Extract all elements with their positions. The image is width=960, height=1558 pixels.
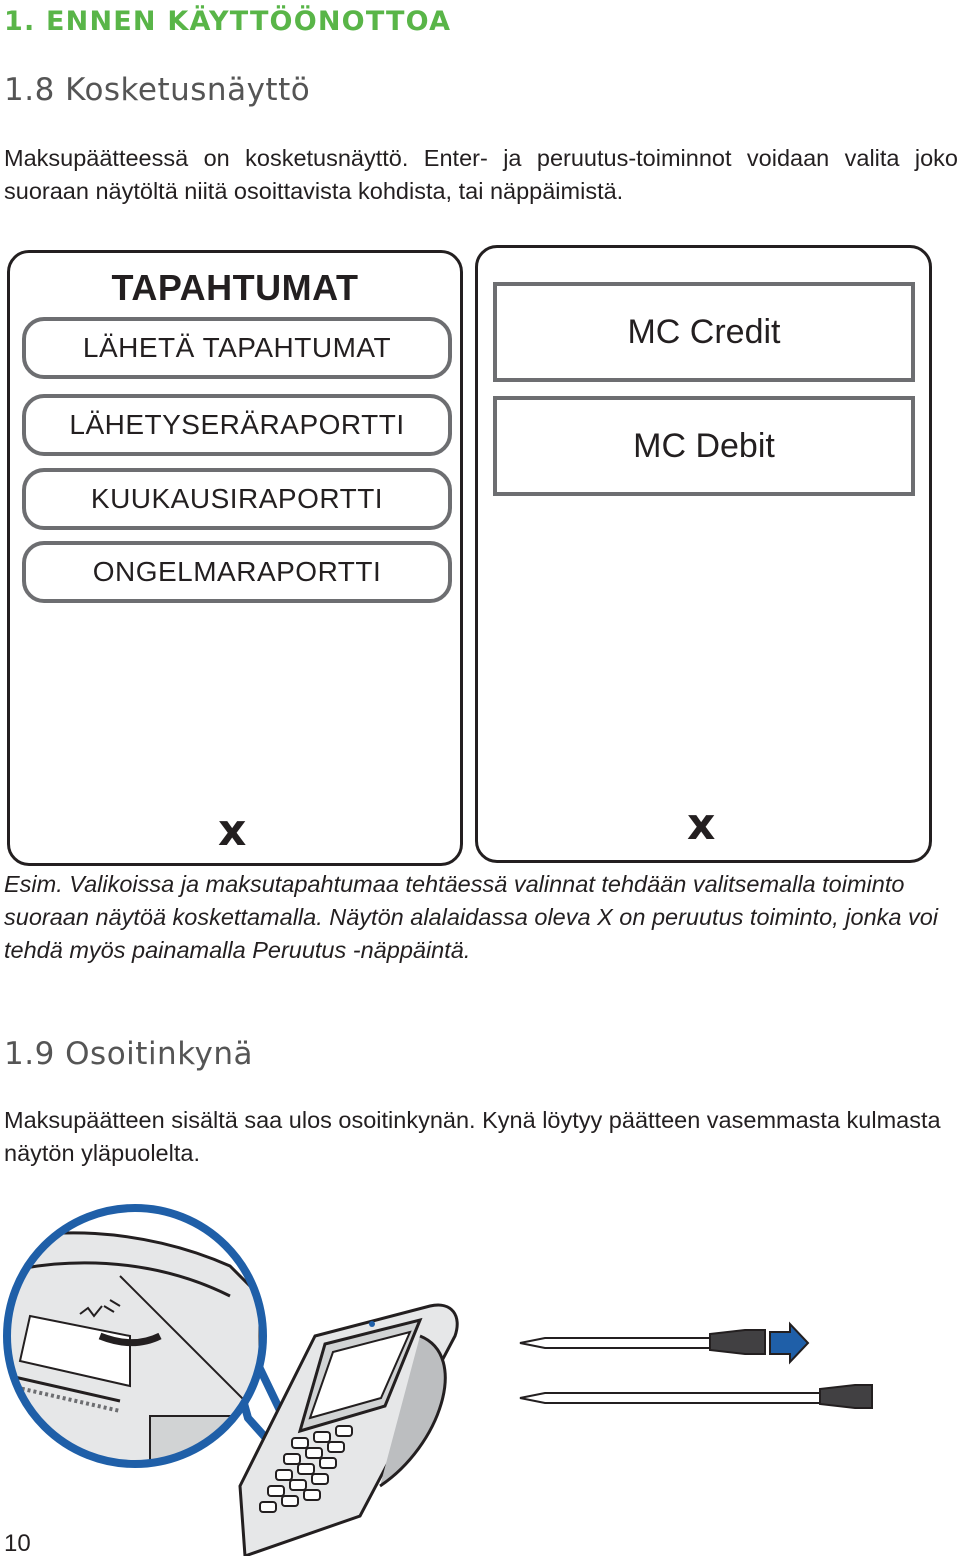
terminal-closeup-icon	[0, 1186, 300, 1496]
menu-item-batch-report[interactable]: LÄHETYSERÄRAPORTTI	[22, 394, 452, 456]
section-title-stylus: 1.9 Osoitinkynä	[4, 1036, 254, 1072]
chapter-heading: 1. ENNEN KÄYTTÖÖNOTTOA	[4, 6, 452, 37]
screen-mockup-payment	[475, 245, 932, 863]
option-mc-debit[interactable]: MC Debit	[493, 396, 915, 496]
screen-mockup-menu	[7, 250, 463, 866]
menu-item-monthly-report[interactable]: KUUKAUSIRAPORTTI	[22, 468, 452, 530]
terminal-illustration	[0, 1186, 960, 1556]
section-title-touchscreen: 1.8 Kosketusnäyttö	[4, 72, 311, 108]
example-caption: Esim. Valikoissa ja maksutapahtumaa tehtäessä valinnat tehdään valitsemalla toiminto suoraan näytöä koskettamalla. Näytön alalaidassa oleva X on peruutus toiminto, jonka voi tehdä myös painamalla Peruutus -näppäintä.	[4, 871, 939, 963]
page-number: 10	[4, 1530, 31, 1557]
stylus-icon	[520, 1330, 872, 1408]
cancel-x-button[interactable]: x	[218, 805, 247, 856]
touchscreen-body: Maksupäätteessä on kosketusnäyttö. Enter- ja peruutus-toiminnot voidaan valita joko suoraan näytöltä niitä osoittavista kohdista, tai näppäimistä.	[4, 145, 958, 204]
menu-title: TAPAHTUMAT	[111, 267, 359, 308]
arrow-right-icon	[770, 1324, 808, 1362]
menu-item-send-transactions[interactable]: LÄHETÄ TAPAHTUMAT	[22, 317, 452, 379]
option-mc-credit[interactable]: MC Credit	[493, 282, 915, 382]
payment-terminal-icon	[240, 1305, 457, 1556]
stylus-body: Maksupäätteen sisältä saa ulos osoitinkynän. Kynä löytyy päätteen vasemmasta kulmasta näytön yläpuolelta.	[4, 1107, 941, 1166]
cancel-x-button[interactable]: x	[687, 799, 716, 850]
menu-item-problem-report[interactable]: ONGELMARAPORTTI	[22, 541, 452, 603]
